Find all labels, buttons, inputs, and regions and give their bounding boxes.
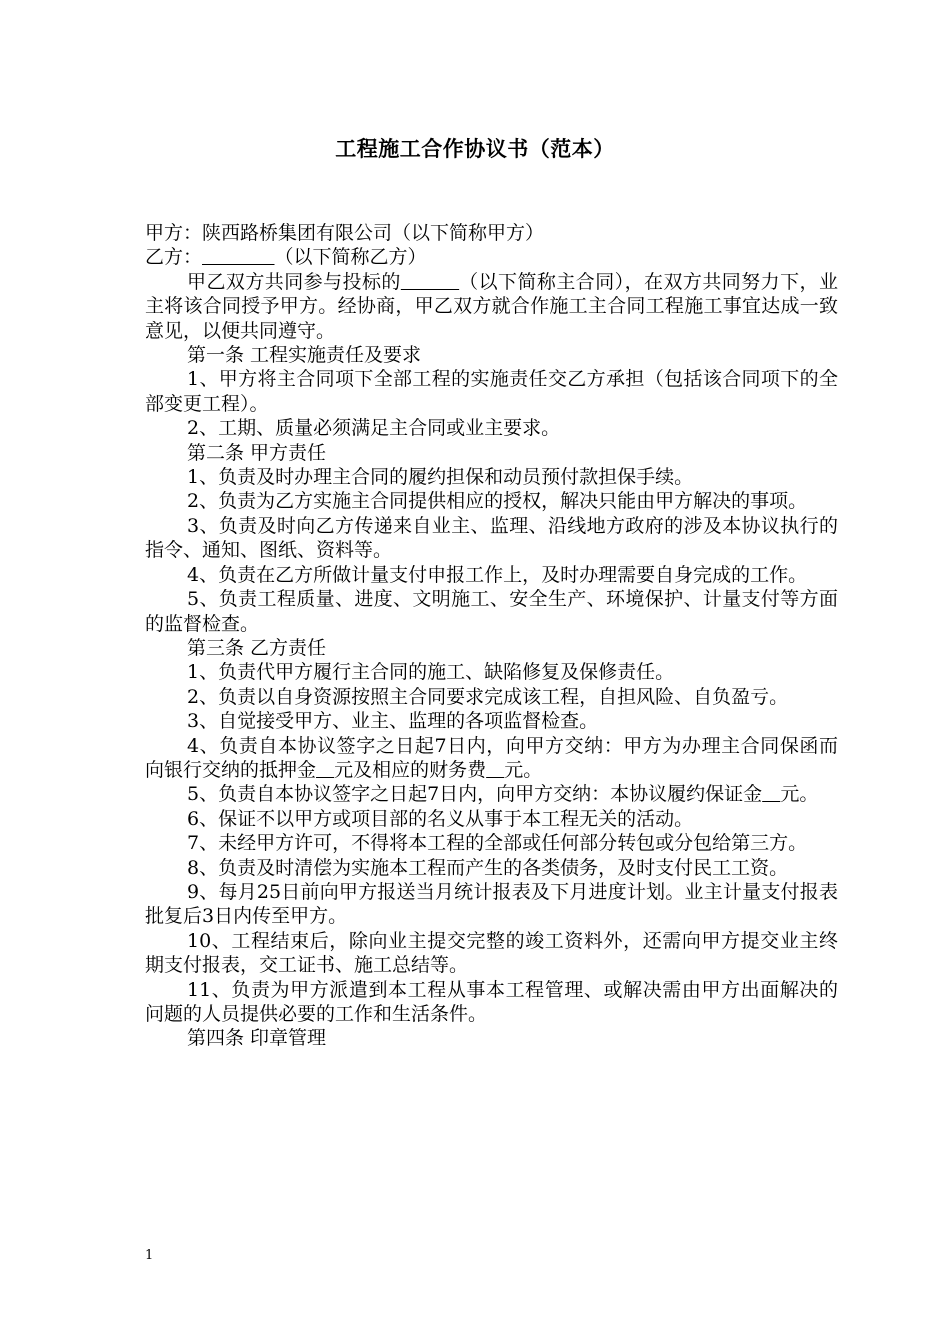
article-1-item: 1、甲方将主合同项下全部工程的实施责任交乙方承担（包括该合同项下的全部变更工程）。 (145, 368, 838, 415)
item-4-text: 4、负责自本协议签字之日起7日内，向甲方交纳：甲方为办理主合同保函而向银行交纳的抵押金 (145, 734, 838, 781)
party-b-suffix: （以下简称乙方） (274, 246, 427, 269)
article-1-item: 2、工期、质量必须满足主合同或业主要求。 (187, 417, 561, 440)
article-2-item: 2、负责为乙方实施主合同提供相应的授权，解决只能由甲方解决的事项。 (187, 490, 808, 513)
document-body (145, 221, 838, 1051)
article-3-item: 11、负责为甲方派遣到本工程从事本工程管理、或解决需由甲方出面解决的问题的人员提供必要的工作和生活条件。 (145, 978, 838, 1025)
article-3-item-4 (145, 734, 838, 783)
article-3-item: 7、未经甲方许可，不得将本工程的全部或任何部分转包或分包给第三方。 (187, 832, 808, 855)
article-3-item: 2、负责以自身资源按照主合同要求完成该工程，自担风险、自负盈亏。 (187, 685, 789, 708)
party-a-line: 甲方：陕西路桥集团有限公司（以下简称甲方） (145, 222, 545, 244)
article-4-heading: 第四条 印章管理 (187, 1027, 327, 1050)
fee-blank (486, 759, 504, 781)
party-b-prefix: 乙方： (145, 246, 203, 269)
article-2-item: 1、负责及时办理主合同的履约担保和动员预付款担保手续。 (187, 466, 694, 489)
item-4-text: 元及相应的财务费 (334, 758, 487, 781)
item-4-text: 元。 (504, 758, 543, 781)
article-2-item: 4、负责在乙方所做计量支付申报工作上，及时办理需要自身完成的工作。 (187, 563, 808, 586)
article-3-item: 6、保证不以甲方或项目部的名义从事于本工程无关的活动。 (187, 807, 694, 830)
intro-blank (401, 271, 459, 293)
article-2-heading: 第二条 甲方责任 (187, 441, 327, 464)
article-3-item: 10、工程结束后，除向业主提交完整的竣工资料外，还需向甲方提交业主终期支付报表，交工证书、施工总结等。 (145, 929, 838, 977)
party-b-line (145, 245, 838, 269)
guarantee-blank (762, 783, 780, 805)
article-2-item: 5、负责工程质量、进度、文明施工、安全生产、环境保护、计量支付等方面的监督检查。 (145, 588, 838, 635)
item-5-text: 5、负责自本协议签字之日起7日内，向甲方交纳：本协议履约保证金 (187, 783, 763, 806)
article-3-item: 3、自觉接受甲方、业主、监理的各项监督检查。 (187, 710, 599, 733)
item-5-text: 元。 (780, 783, 819, 806)
document-title: 工程施工合作协议书（范本） (335, 137, 615, 161)
article-1-heading: 第一条 工程实施责任及要求 (187, 344, 422, 367)
party-b-blank (202, 246, 274, 268)
article-2-item: 3、负责及时向乙方传递来自业主、监理、沿线地方政府的涉及本协议执行的指令、通知、图纸、资料等。 (145, 514, 838, 562)
article-3-item: 9、每月25日前向甲方报送当月统计报表及下月进度计划。业主计量支付报表批复后3日内传至甲方。 (145, 880, 838, 928)
article-3-item: 8、负责及时清偿为实施本工程而产生的各类债务，及时支付民工工资。 (187, 856, 789, 879)
intro-suffix: （以下简称主合同），在双方共同努力下，业主将该合同授予甲方。经协商，甲乙双方就合作施工主合同工程施工事宜达成一致意见，以便共同遵守。 (145, 270, 838, 342)
article-3-item: 1、负责代甲方履行主合同的施工、缺陷修复及保修责任。 (187, 661, 675, 684)
page-number: 1 (145, 1248, 154, 1263)
article-3-heading: 第三条 乙方责任 (187, 636, 327, 659)
deposit-blank (316, 759, 334, 781)
intro-paragraph (145, 270, 838, 343)
article-3-item-5 (145, 782, 838, 806)
intro-prefix: 甲乙双方共同参与投标的 (187, 270, 401, 293)
